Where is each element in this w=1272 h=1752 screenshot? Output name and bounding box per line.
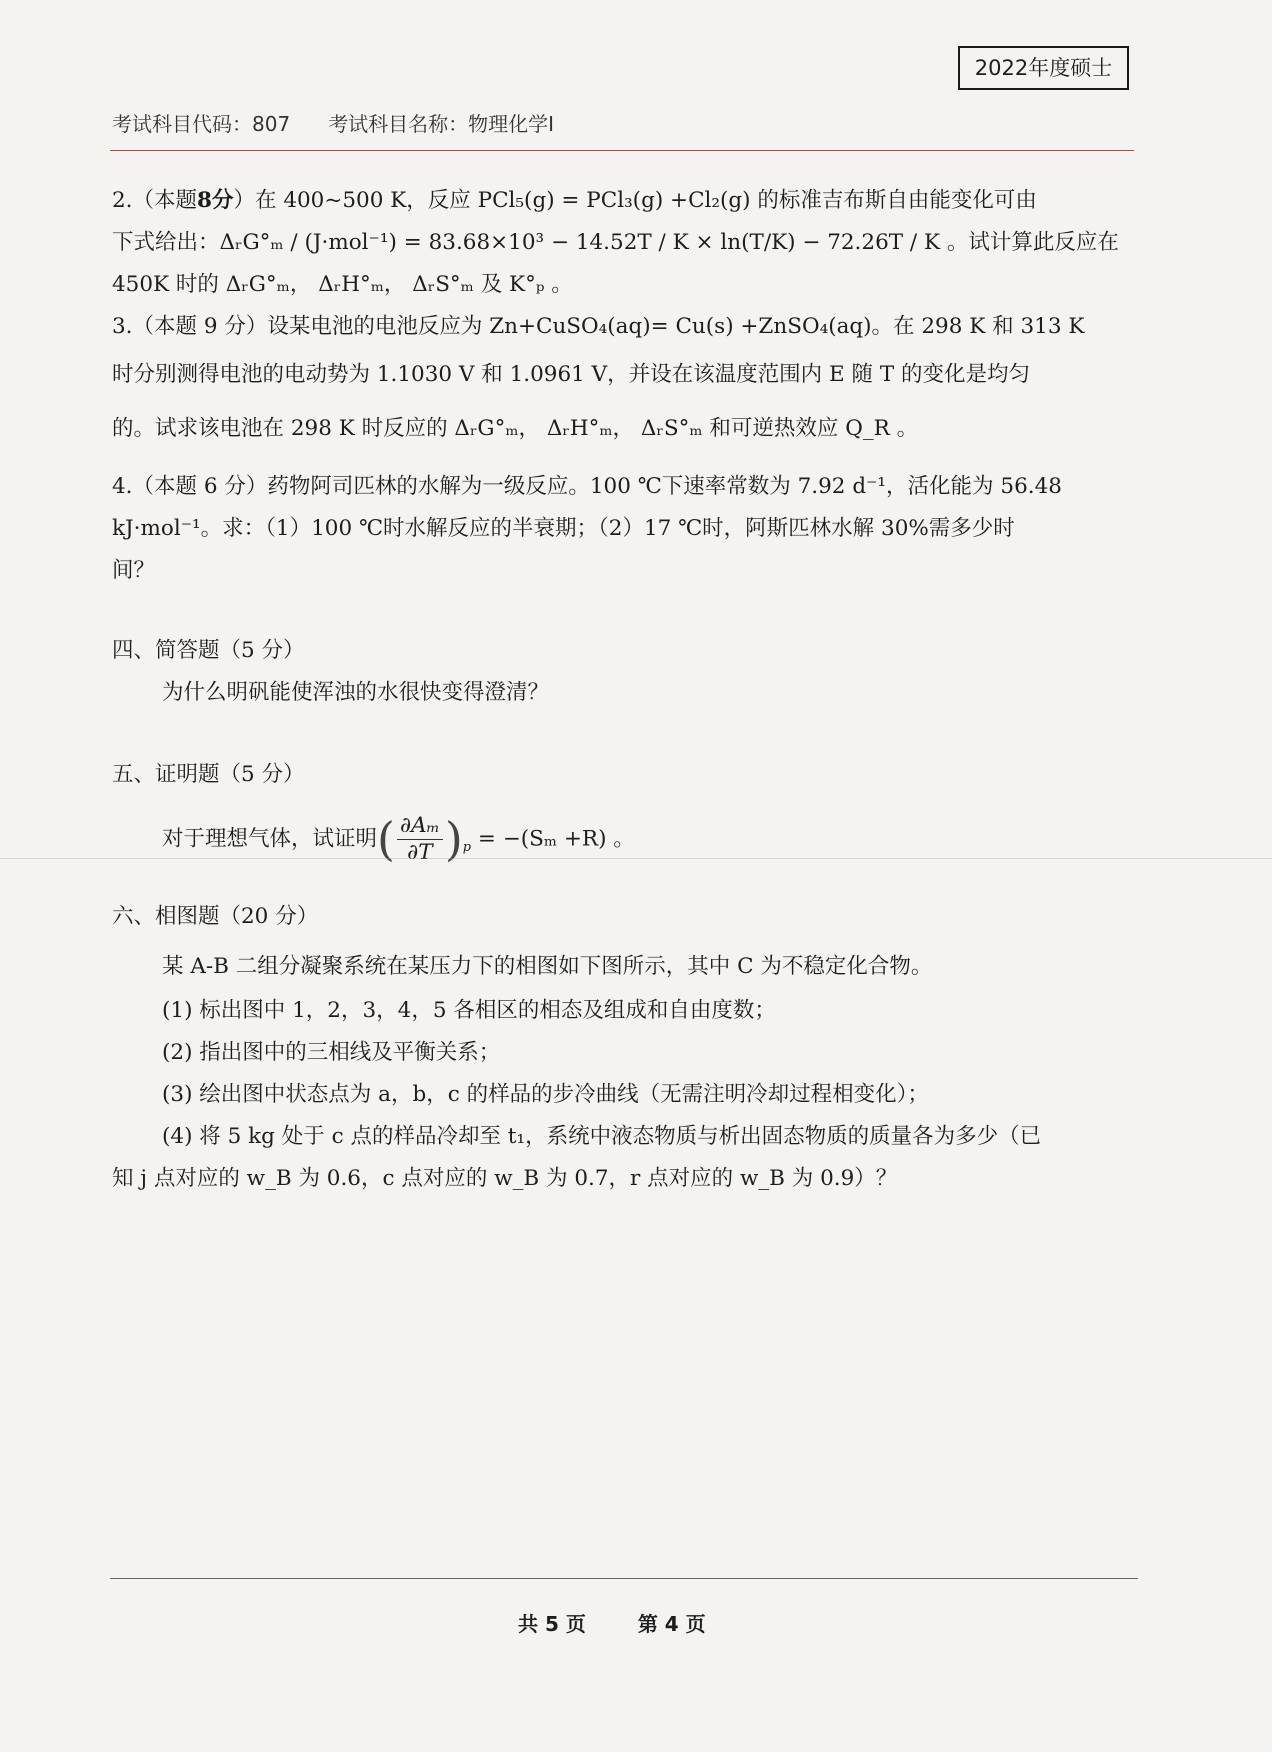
q3-line2: 时分别测得电池的电动势为 1.1030 V 和 1.0961 V，并设在该温度范围内 E 随 T 的变化是均匀 [112,362,1031,387]
q4-line2: kJ·mol⁻¹。求：（1）100 ℃时水解反应的半衰期；（2）17 ℃时，阿斯匹林水解 30%需多少时 [112,516,1015,541]
q3-line1: 3.（本题 9 分）设某电池的电池反应为 Zn+CuSO₄(aq)= Cu(s) +ZnSO₄(aq)。在 298 K 和 313 K [112,314,1085,339]
sec6-item2: (2) 指出图中的三相线及平衡关系； [162,1040,501,1065]
q2-rest: ）在 400~500 K，反应 PCl₅(g) = PCl₃(g) +Cl₂(g) 的标准吉布斯自由能变化可由 [233,188,1037,213]
q2-score: 8分 [197,188,234,213]
sec6-title: 六、相图题（20 分） [112,904,319,929]
fraction-denominator: ∂T [407,840,433,866]
exam-header [112,108,554,137]
constant-p-subscript: p [462,839,472,855]
right-paren: ) [444,812,463,866]
q4-line1: 4.（本题 6 分）药物阿司匹林的水解为一级反应。100 ℃下速率常数为 7.92 d⁻¹，活化能为 56.48 [112,474,1062,499]
sec4-body: 为什么明矾能使浑浊的水很快变得澄清？ [162,680,550,705]
page-footer [518,1608,706,1637]
footer-rule [110,1578,1138,1579]
left-paren: ( [377,812,395,866]
sec5-lead: 对于理想气体，试证明 [162,826,378,852]
fraction-numerator: ∂Aₘ [397,813,443,840]
header-rule [110,150,1134,151]
current-page: 第 4 页 [637,1612,706,1636]
paper-fold-line [0,858,1272,859]
q2-line1 [112,190,1037,212]
total-pages: 共 5 页 [518,1612,586,1636]
q2-lead: 2.（本题 [112,188,198,213]
sec5-title: 五、证明题（5 分） [112,762,305,787]
subject-name: 考试科目名称：物理化学Ⅰ [328,112,555,136]
q2-line3: 450K 时的 ΔᵣG°ₘ， ΔᵣH°ₘ， ΔᵣS°ₘ 及 K°ₚ 。 [112,272,573,297]
sec6-item3: (3) 绘出图中状态点为 a，b，c 的样品的步冷曲线（无需注明冷却过程相变化）； [162,1082,929,1107]
q2-line2: 下式给出：ΔᵣG°ₘ / (J·mol⁻¹) = 83.68×10³ − 14.52T / K × ln(T/K) − 72.26T / K 。试计算此反应在 [112,230,1119,255]
exam-year-badge: 2022年度硕士 [958,46,1129,90]
sec5-tail: = −(Sₘ +R) 。 [471,826,635,852]
q3-line3: 的。试求该电池在 298 K 时反应的 ΔᵣG°ₘ， ΔᵣH°ₘ， ΔᵣS°ₘ 和可逆热效应 Q_R 。 [112,416,919,441]
sec6-item4b: 知 j 点对应的 w_B 为 0.6，c 点对应的 w_B 为 0.7，r 点对应的 w_B 为 0.9）？ [112,1166,898,1191]
q4-line3: 间？ [112,558,156,583]
sec6-item1: (1) 标出图中 1，2，3，4，5 各相区的相态及组成和自由度数； [162,998,776,1023]
sec4-title: 四、简答题（5 分） [112,638,305,663]
sec6-intro: 某 A-B 二组分凝聚系统在某压力下的相图如下图所示，其中 C 为不稳定化合物。 [162,954,933,979]
sec6-item4a: (4) 将 5 kg 处于 c 点的样品冷却至 t₁，系统中液态物质与析出固态物质的质量各为多少（已 [162,1124,1042,1149]
subject-code: 考试科目代码：807 [112,112,291,136]
